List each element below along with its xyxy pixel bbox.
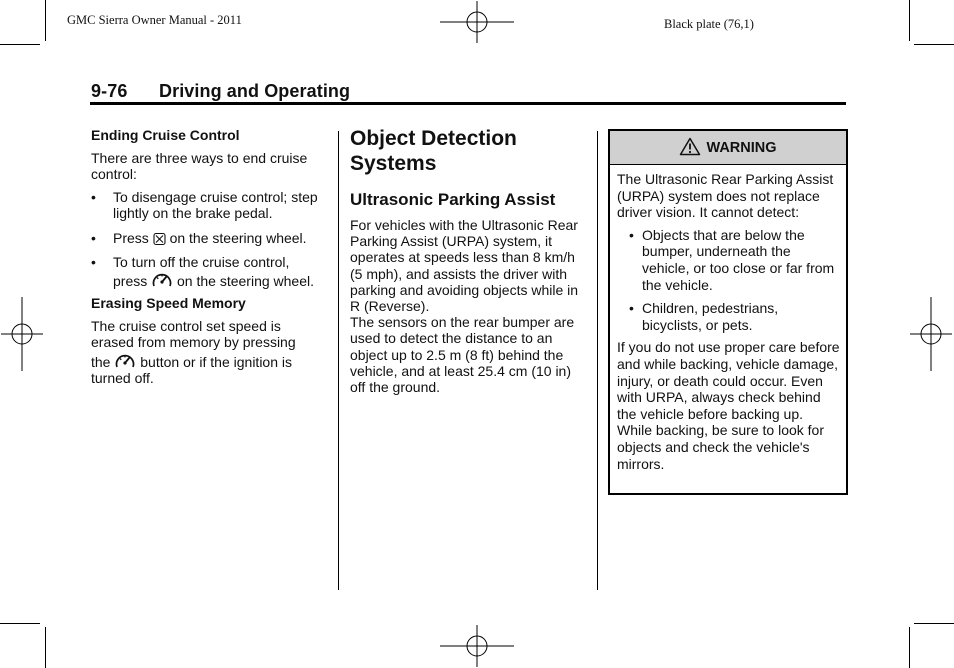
- list-item: • To disengage cruise control; step lightly on the brake pedal.: [91, 189, 331, 221]
- warning-list: [617, 227, 840, 334]
- crop-mark-top-right-v: [909, 0, 910, 41]
- cruise-on-off-icon: [151, 271, 173, 289]
- urpa-description: For vehicles with the Ultrasonic Rear Parking Assist (URPA) system, it operates at speeds less than 8 km/h (5 mph), and assists the driver with parking and avoiding objects while in R (Reverse).: [350, 217, 579, 315]
- crop-mark-bottom-left-h: [0, 623, 40, 624]
- urpa-sensor-description: The sensors on the rear bumper are used to detect the distance to an object up to 2.5 m (8 ft) behind the vehicle, and at least 25.4 cm (10 in) off the ground.: [350, 314, 575, 396]
- ending-cruise-heading: Ending Cruise Control: [91, 127, 240, 143]
- crop-mark-top-left-v: [45, 0, 46, 41]
- registration-mark-left: [1, 297, 43, 371]
- column-divider-1: [338, 131, 339, 590]
- ending-cruise-list: [91, 189, 331, 290]
- manual-title: GMC Sierra Owner Manual - 2011: [67, 13, 242, 27]
- warning-body: [610, 165, 846, 472]
- warning-label: WARNING: [706, 139, 777, 156]
- warning-triangle-icon: [679, 137, 701, 156]
- crop-mark-bottom-right-h: [914, 623, 954, 624]
- warning-intro: The Ultrasonic Rear Parking Assist (URPA) system does not replace driver vision. It cannot detect:: [617, 171, 834, 221]
- page-number: 9-76: [91, 81, 128, 101]
- warning-text: If you do not use proper care before and while backing, vehicle damage, injury, or death could occur. Even with URPA, always check behind the vehicle before backing up. While backing, be sure to look for objects and check the vehicle's mirrors.: [617, 339, 840, 472]
- plate-label: Black plate (76,1): [664, 17, 754, 31]
- subsection-title: Ultrasonic Parking Assist: [350, 190, 556, 209]
- column-divider-2: [597, 131, 598, 590]
- column-2: [350, 126, 590, 395]
- registration-mark-right: [910, 297, 952, 371]
- erasing-speed-heading: Erasing Speed Memory: [91, 294, 246, 311]
- registration-mark-bottom: [440, 625, 514, 667]
- crop-mark-top-left-h: [0, 44, 40, 45]
- warning-box: [608, 129, 848, 495]
- crop-mark-bottom-right-v: [909, 627, 910, 668]
- section-header: [91, 81, 350, 102]
- registration-mark-top: [440, 1, 514, 43]
- erasing-speed-body: The cruise control set speed is erased from memory by pressing the button or if the ignition is turned off.: [91, 317, 296, 387]
- crop-mark-bottom-left-v: [45, 627, 46, 668]
- cruise-cancel-icon: [153, 232, 166, 246]
- list-item: • Objects that are below the bumper, underneath the vehicle, or too close or far from the vehicle.: [617, 227, 840, 293]
- warning-header: [610, 131, 846, 165]
- list-item: • Children, pedestrians, bicyclists, or pets.: [617, 300, 840, 333]
- section-title: Driving and Operating: [159, 81, 351, 101]
- header-rule: [90, 102, 846, 105]
- ending-cruise-intro: There are three ways to end cruise control:: [91, 150, 308, 183]
- list-item: • To turn off the cruise control, press on the steering wheel.: [91, 254, 331, 289]
- page-title: Object Detection Systems: [350, 127, 517, 175]
- column-1: [91, 127, 331, 387]
- cruise-on-off-icon: [114, 352, 136, 370]
- list-item: • Press on the steering wheel.: [91, 230, 331, 246]
- crop-mark-top-right-h: [914, 44, 954, 45]
